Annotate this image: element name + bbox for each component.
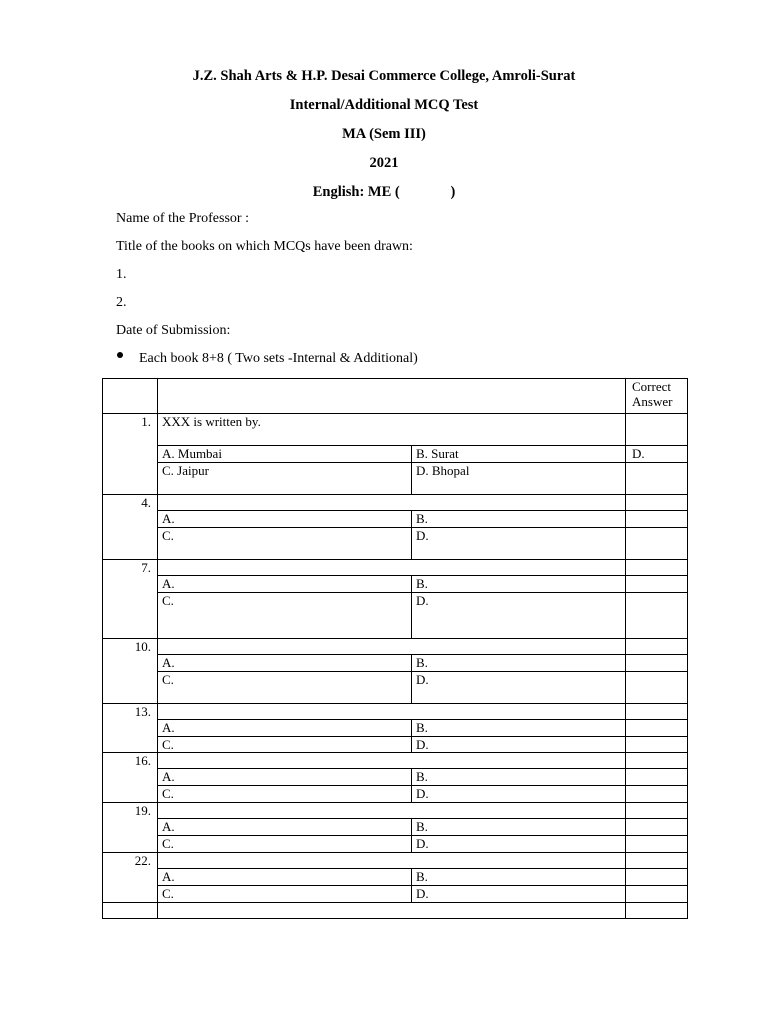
option-d: D. — [412, 672, 626, 704]
option-b: B. — [412, 655, 626, 672]
option-b: B. Surat — [412, 446, 626, 463]
question-row — [103, 704, 688, 720]
option-b: B. — [412, 769, 626, 786]
option-row — [103, 769, 688, 786]
answer-cell — [626, 769, 688, 786]
header-row — [103, 379, 688, 414]
option-c: C. — [158, 672, 412, 704]
answer-cell — [626, 737, 688, 753]
option-d: D. — [412, 836, 626, 853]
book-2: 2. — [116, 295, 127, 310]
question-number: 13. — [103, 704, 158, 753]
books-title-field: Title of the books on which MCQs have been drawn: — [116, 239, 413, 254]
question-row — [103, 495, 688, 511]
option-row — [103, 511, 688, 528]
option-row — [103, 720, 688, 737]
option-c: C. — [158, 886, 412, 903]
option-row — [103, 528, 688, 560]
option-a: A. — [158, 769, 412, 786]
answer-cell — [626, 886, 688, 903]
option-d: D. — [412, 528, 626, 560]
option-row — [103, 576, 688, 593]
question-row — [103, 414, 688, 446]
option-b: B. — [412, 511, 626, 528]
empty-row — [103, 903, 688, 919]
option-b: B. — [412, 720, 626, 737]
answer-cell — [626, 463, 688, 495]
option-c: C. — [158, 593, 412, 639]
option-c: C. — [158, 836, 412, 853]
answer-cell — [626, 803, 688, 819]
option-row — [103, 886, 688, 903]
answer-cell — [626, 639, 688, 655]
question-row — [103, 560, 688, 576]
option-b: B. — [412, 869, 626, 886]
year-title: 2021 — [369, 155, 399, 171]
option-b: B. — [412, 576, 626, 593]
option-d: D. — [412, 786, 626, 803]
empty-cell — [626, 903, 688, 919]
question-text — [158, 704, 626, 720]
correct-answer-header: Correct Answer — [626, 379, 688, 414]
question-number: 16. — [103, 753, 158, 803]
subject-title: English: ME ( ) — [312, 184, 456, 200]
question-text — [158, 639, 626, 655]
option-a: A. — [158, 655, 412, 672]
answer-cell — [626, 655, 688, 672]
option-row — [103, 446, 688, 463]
question-number: 22. — [103, 853, 158, 903]
answer-cell — [626, 786, 688, 803]
mcq-table — [102, 378, 688, 919]
option-a: A. — [158, 511, 412, 528]
answer-cell — [626, 593, 688, 639]
option-a: A. — [158, 576, 412, 593]
empty-cell — [158, 903, 626, 919]
answer-cell — [626, 869, 688, 886]
question-text: XXX is written by. — [158, 414, 626, 446]
option-c: C. — [158, 737, 412, 753]
answer-cell — [626, 495, 688, 511]
option-d: D. — [412, 593, 626, 639]
question-number: 10. — [103, 639, 158, 704]
class-title: MA (Sem III) — [342, 126, 426, 142]
option-row — [103, 786, 688, 803]
option-c: C. — [158, 528, 412, 560]
option-row — [103, 836, 688, 853]
college-title: J.Z. Shah Arts & H.P. Desai Commerce College, Amroli-Surat — [192, 68, 576, 84]
question-row — [103, 853, 688, 869]
answer-cell — [626, 836, 688, 853]
option-a: A. — [158, 720, 412, 737]
answer-cell — [626, 511, 688, 528]
option-a: A. Mumbai — [158, 446, 412, 463]
answer-cell — [626, 672, 688, 704]
question-number: 7. — [103, 560, 158, 639]
question-number: 4. — [103, 495, 158, 560]
option-a: A. — [158, 819, 412, 836]
question-number: 1. — [103, 414, 158, 495]
answer-cell — [626, 560, 688, 576]
header-cell — [158, 379, 626, 414]
option-row — [103, 819, 688, 836]
option-row — [103, 869, 688, 886]
question-text — [158, 803, 626, 819]
answer-cell — [626, 528, 688, 560]
option-a: A. — [158, 869, 412, 886]
header-cell — [103, 379, 158, 414]
book-1: 1. — [116, 267, 127, 282]
option-row — [103, 672, 688, 704]
answer-cell — [626, 819, 688, 836]
bullet-text: Each book 8+8 ( Two sets -Internal & Additional) — [139, 351, 418, 366]
option-d: D. — [412, 886, 626, 903]
option-row — [103, 463, 688, 495]
option-d: D. Bhopal — [412, 463, 626, 495]
question-text — [158, 560, 626, 576]
professor-field: Name of the Professor : — [116, 211, 249, 226]
option-row — [103, 655, 688, 672]
question-text — [158, 853, 626, 869]
test-title: Internal/Additional MCQ Test — [289, 97, 479, 113]
option-d: D. — [412, 737, 626, 753]
answer-cell — [626, 704, 688, 720]
option-c: C. — [158, 786, 412, 803]
question-row — [103, 639, 688, 655]
empty-cell — [103, 903, 158, 919]
question-number: 19. — [103, 803, 158, 853]
question-text — [158, 495, 626, 511]
correct-answer: D. — [626, 446, 688, 463]
bullet-icon — [117, 352, 123, 358]
answer-cell — [626, 753, 688, 769]
answer-cell — [626, 576, 688, 593]
question-row — [103, 803, 688, 819]
answer-cell — [626, 720, 688, 737]
submission-field: Date of Submission: — [116, 323, 231, 338]
option-c: C. Jaipur — [158, 463, 412, 495]
question-row — [103, 753, 688, 769]
option-row — [103, 593, 688, 639]
answer-cell — [626, 853, 688, 869]
option-row — [103, 737, 688, 753]
question-text — [158, 753, 626, 769]
option-b: B. — [412, 819, 626, 836]
answer-cell — [626, 414, 688, 446]
